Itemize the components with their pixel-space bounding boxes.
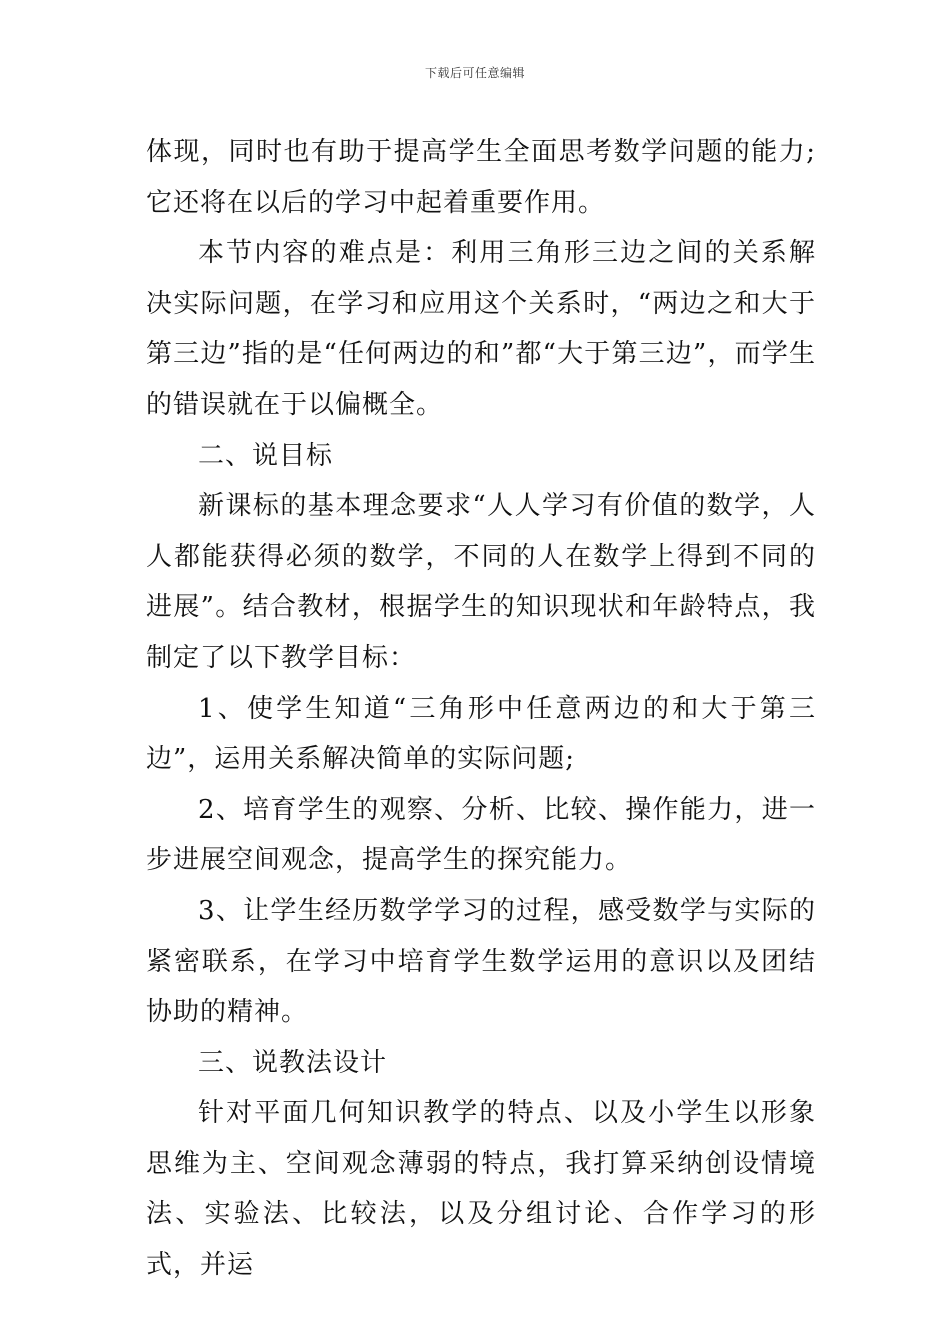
paragraph-3: 新课标的基本理念要求“人人学习有价值的数学，人人都能获得必须的数学，不同的人在数学上得到不同的进展”。结合教材，根据学生的知识现状和年龄特点，我制定了以下教学目标：: [146, 491, 816, 673]
page-header-note: 下载后可任意编辑: [424, 66, 525, 80]
section-heading-teaching-method: 三、说教法设计: [198, 1047, 388, 1078]
objective-item-2: 2、培育学生的观察、分析、比较、操作能力，进一步进展空间观念，提高学生的探究能力。: [146, 794, 816, 876]
section-heading-objectives: 二、说目标: [198, 440, 334, 471]
paragraph-4: 针对平面几何知识教学的特点、以及小学生以形象思维为主、空间观念薄弱的特点，我打算采纳创设情境法、实验法、比较法，以及分组讨论、合作学习的形式，并运: [146, 1098, 816, 1281]
objective-item-3: 3、让学生经历数学学习的过程，感受数学与实际的紧密联系，在学习中培育学生数学运用的意识以及团结协助的精神。: [146, 895, 816, 1028]
objective-item-1: 1、使学生知道“三角形中任意两边的和大于第三边”，运用关系解决简单的实际问题;: [146, 693, 816, 775]
document-body: [146, 127, 816, 1291]
paragraph-2: 本节内容的难点是：利用三角形三边之间的关系解决实际问题，在学习和应用这个关系时，“两边之和大于第三边”指的是“任何两边的和”都“大于第三边”，而学生的错误就在于以偏概全。: [146, 238, 816, 420]
paragraph-1: 体现，同时也有助于提高学生全面思考数学问题的能力;它还将在以后的学习中起着重要作用。: [146, 137, 816, 218]
